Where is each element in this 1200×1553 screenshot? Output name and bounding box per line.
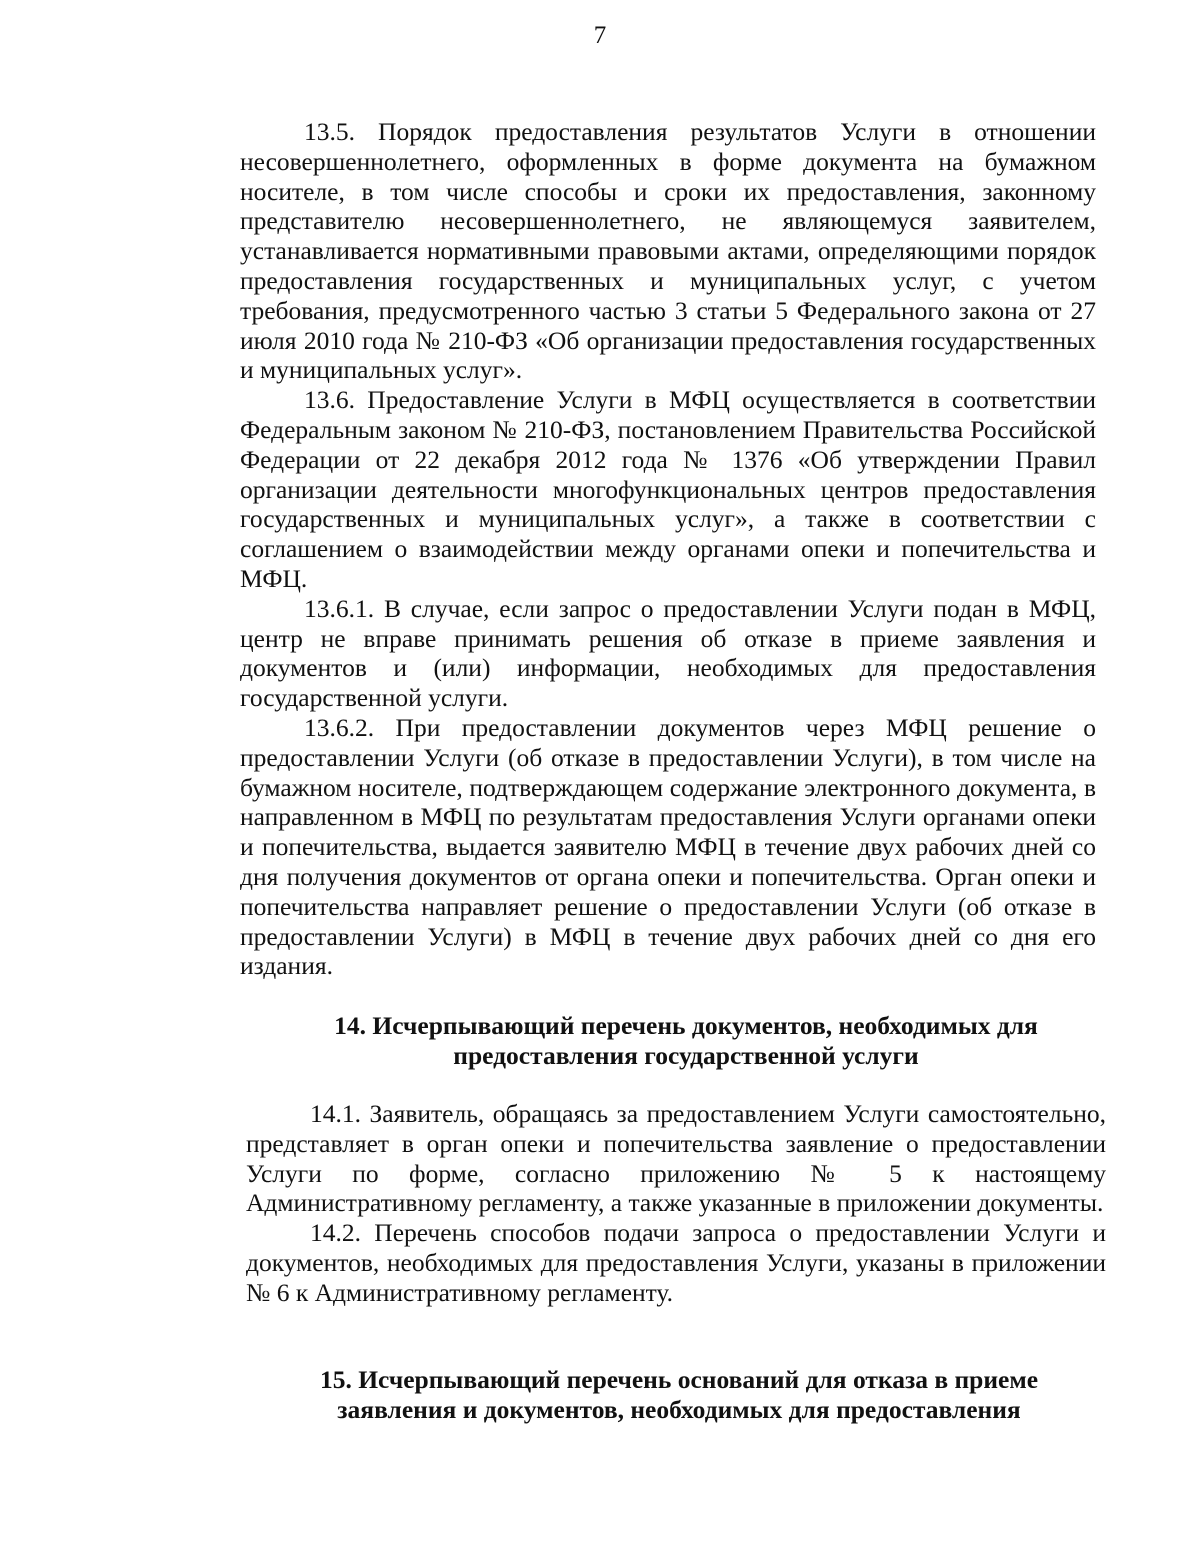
section-15-heading-line1: 15. Исчерпывающий перечень оснований для отказа в приеме	[319, 1365, 1039, 1394]
paragraph-13-5: 13.5. Порядок предоставления результатов Услуги в отношении несовершеннолетнего, оформленных в форме документа на бумажном носителе, в том числе способы и сроки их предоставления, законному представителю несовершеннолетнего, не являющемуся заявителем, устанавливается нормативными правовыми актами, определяющими порядок предоставления государственных и муниципальных услуг, с учетом требования, предусмотренного частью 3 статьи 5 Федерального закона от 27 июля 2010 года № 210-ФЗ «Об организации предоставления государственных и муниципальных услуг».	[240, 117, 1096, 385]
section-14-heading-line1: 14. Исчерпывающий перечень документов, необходимых для	[334, 1011, 1038, 1040]
page-number: 7	[593, 22, 607, 49]
section-15-heading	[246, 1365, 1112, 1425]
paragraph-13-6: 13.6. Предоставление Услуги в МФЦ осуществляется в соответствии Федеральным законом № 210-ФЗ, постановлением Правительства Российской Федерации от 22 декабря 2012 года № 1376 «Об утверждении Правил организации деятельности многофункциональных центров предоставления государственных и муниципальных услуг», а также в соответствии с соглашением о взаимодействии между органами опеки и попечительства и МФЦ.	[240, 385, 1096, 593]
paragraph-13-6-1: 13.6.1. В случае, если запрос о предоставлении Услуги подан в МФЦ, центр не вправе принимать решения об отказе в приеме заявления и документов и (или) информации, необходимых для предоставления государственной услуги.	[240, 593, 1096, 713]
section-13-body	[240, 117, 1096, 981]
section-14-heading	[246, 1011, 1126, 1071]
section-14-heading-line2: предоставления государственной услуги	[453, 1040, 919, 1070]
paragraph-14-2: 14.2. Перечень способов подачи запроса о предоставлении Услуги и документов, необходимых для предоставления Услуги, указаны в приложении № 6 к Административному регламенту.	[246, 1218, 1106, 1307]
section-14-body	[246, 1099, 1106, 1308]
section-15-heading-line2: заявления и документов, необходимых для предоставления	[337, 1394, 1021, 1424]
paragraph-13-6-2: 13.6.2. При предоставлении документов через МФЦ решение о предоставлении Услуги (об отказе в предоставлении Услуги), в том числе на бумажном носителе, подтверждающем содержание электронного документа, в направленном в МФЦ по результатам предоставления Услуги органами опеки и попечительства, выдается заявителю МФЦ в течение двух рабочих дней со дня получения документов от органа опеки и попечительства. Орган опеки и попечительства направляет решение о предоставлении Услуги (об отказе в предоставлении Услуги) в МФЦ в течение двух рабочих дней со дня его издания.	[240, 712, 1096, 981]
paragraph-14-1: 14.1. Заявитель, обращаясь за предоставлением Услуги самостоятельно, представляет в орган опеки и попечительства заявление о предоставлении Услуги по форме, согласно приложению № 5 к настоящему Административному регламенту, а также указанные в приложении документы.	[246, 1099, 1106, 1218]
